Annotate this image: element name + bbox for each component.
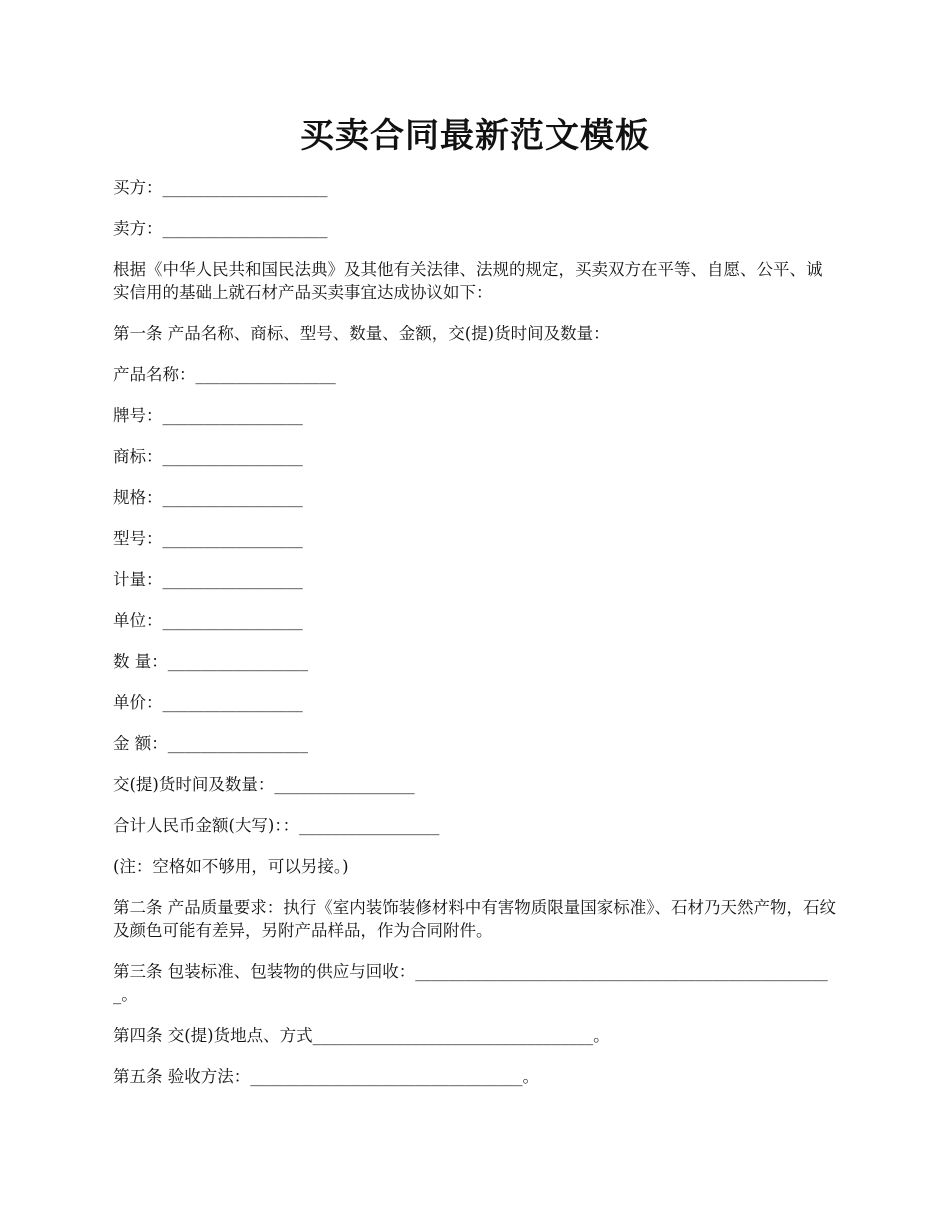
note-line: (注：空格如不够用，可以另接。) — [113, 857, 349, 876]
document-title: 买卖合同最新范文模板 — [300, 116, 650, 156]
unit-price-line: 单价：_________________ — [113, 693, 303, 712]
product-name-line: 产品名称：_________________ — [113, 365, 336, 384]
article-4-paragraph: 第四条 交(提)货地点、方式__________________________________。 — [113, 1026, 610, 1045]
measurement-line: 计量：_________________ — [113, 570, 303, 589]
total-amount-line: 合计人民币金额(大写)：：_________________ — [113, 816, 440, 835]
amount-line: 金 额：_________________ — [113, 734, 308, 753]
document-body — [113, 176, 838, 1106]
article-5-paragraph: 第五条 验收方法：_________________________________。 — [113, 1067, 539, 1086]
specification-line: 规格：_________________ — [113, 488, 303, 507]
preamble-paragraph: 根据《中华人民共和国民法典》及其他有关法律、法规的规定，买卖双方在平等、自愿、公平、诚实信用的基础上就石材产品买卖事宜达成协议如下： — [113, 260, 823, 302]
model-line: 型号：_________________ — [113, 529, 303, 548]
unit-line: 单位：_________________ — [113, 611, 303, 630]
seller-line: 卖方：____________________ — [113, 219, 328, 238]
delivery-time-quantity-line: 交(提)货时间及数量：_________________ — [113, 775, 415, 794]
article-1-heading: 第一条 产品名称、商标、型号、数量、金额，交(提)货时间及数量： — [113, 324, 610, 343]
trademark-line: 商标：_________________ — [113, 447, 303, 466]
buyer-line: 买方：____________________ — [113, 178, 328, 197]
article-2-paragraph: 第二条 产品质量要求：执行《室内装饰装修材料中有害物质限量国家标准》、石材乃天然产物，石纹及颜色可能有差异，另附产品样品，作为合同附件。 — [113, 898, 836, 940]
brand-number-line: 牌号：_________________ — [113, 406, 303, 425]
article-3-paragraph: 第三条 包装标准、包装物的供应与回收：___________________________________________________。 — [113, 962, 828, 1004]
quantity-line: 数 量：_________________ — [113, 652, 308, 671]
